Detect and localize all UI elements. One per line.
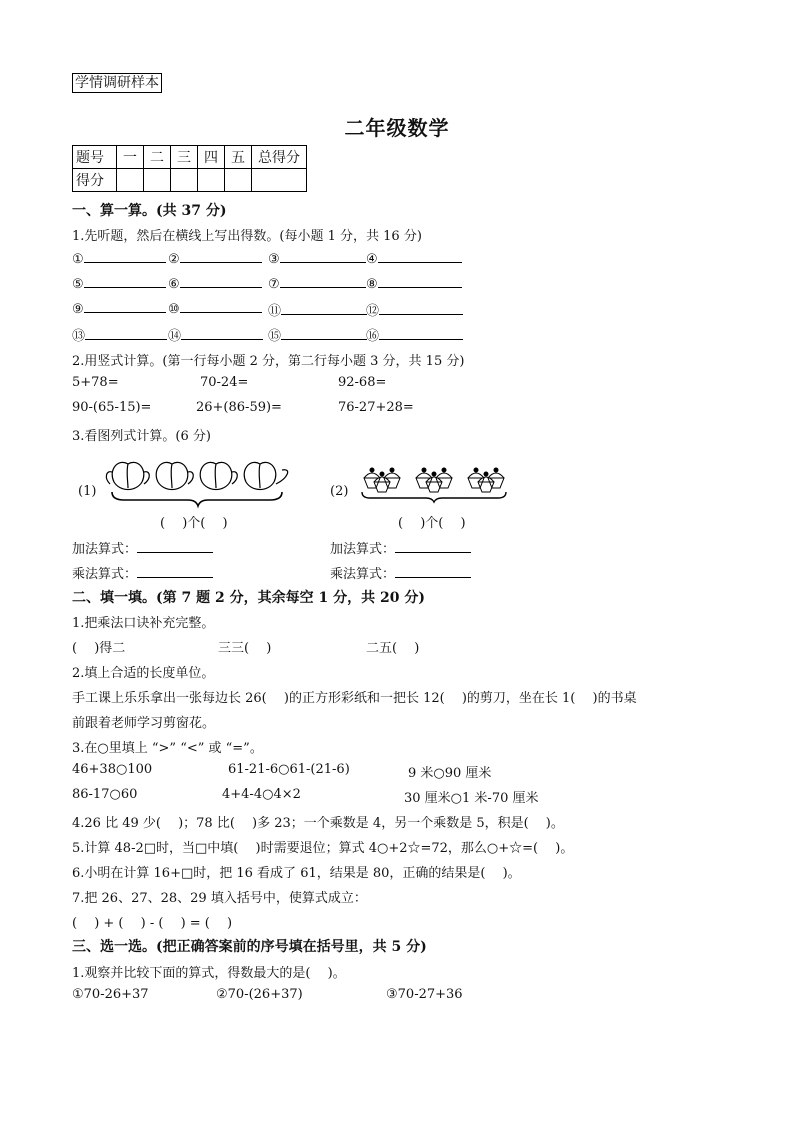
choice-option: ①70-26+37 bbox=[72, 987, 149, 1002]
fill-item: 二五( ) bbox=[366, 641, 420, 656]
choice-option: ②70-(26+37) bbox=[216, 987, 303, 1002]
answer-blank[interactable] bbox=[168, 300, 262, 317]
s2-q7-text: 7.把 26、27、28、29 填入括号中，使算式成立： bbox=[72, 891, 367, 906]
stamp-label: 学情调研样本 bbox=[72, 73, 162, 93]
blank-number: ⑪ bbox=[268, 304, 282, 319]
multiplication-label: 乘法算式： bbox=[330, 567, 396, 582]
blank-number: ⑫ bbox=[366, 304, 380, 319]
score-cell[interactable] bbox=[252, 169, 307, 192]
section-3-heading: 三、选一选。(把正确答案前的序号填在括号里，共 5 分) bbox=[72, 939, 427, 955]
score-table-score-row bbox=[73, 169, 307, 192]
blank-number: ① bbox=[72, 252, 84, 267]
score-cell[interactable] bbox=[117, 169, 144, 192]
blank-number: ⑭ bbox=[168, 329, 182, 344]
s1-q1-text: 1.先听题，然后在横线上写出得数。(每小题 1 分，共 16 分) bbox=[72, 229, 422, 244]
answer-blank[interactable] bbox=[72, 250, 166, 267]
peach-icon bbox=[200, 462, 237, 489]
answer-blank[interactable] bbox=[268, 325, 367, 344]
figure-1-caption: ( )个( ) bbox=[160, 516, 228, 531]
s2-q1-text: 1.把乘法口诀补充完整。 bbox=[72, 616, 215, 631]
calc-item: 70-24= bbox=[200, 375, 249, 390]
score-cell[interactable] bbox=[144, 169, 171, 192]
addition-label: 加法算式： bbox=[330, 542, 396, 557]
compare-item: 9 米○90 厘米 bbox=[408, 766, 492, 781]
choice-option: ③70-27+36 bbox=[386, 987, 463, 1002]
blank-number: ⑬ bbox=[72, 329, 86, 344]
figure-1-label: (1) bbox=[78, 484, 97, 499]
answer-blank[interactable] bbox=[268, 250, 366, 267]
answer-blank[interactable] bbox=[72, 325, 167, 344]
score-header-cell: 总得分 bbox=[252, 146, 307, 169]
blank-number: ⑮ bbox=[268, 329, 282, 344]
answer-blank[interactable] bbox=[268, 275, 366, 292]
calc-item: 76-27+28= bbox=[338, 400, 414, 415]
calc-item: 26+(86-59)= bbox=[196, 400, 282, 415]
s2-q5-text: 5.计算 48-2□时，当□中填( )时需要退位；算式 4○+2☆=72，那么○+☆=( )。 bbox=[72, 841, 574, 856]
peaches-picture bbox=[104, 452, 290, 508]
score-header-cell: 四 bbox=[198, 146, 225, 169]
answer-blank[interactable] bbox=[366, 325, 463, 344]
compare-item: 46+38○100 bbox=[72, 762, 153, 777]
cupcake-group-icon bbox=[468, 468, 504, 492]
page-title: 二年级数学 bbox=[344, 116, 450, 140]
s2-q7-formula: ( ) + ( ) - ( ) = ( ) bbox=[72, 916, 233, 931]
addition-formula-1[interactable] bbox=[72, 538, 213, 557]
s3-q1-text: 1.观察并比较下面的算式，得数最大的是( )。 bbox=[72, 966, 346, 981]
blank-number: ② bbox=[168, 252, 180, 267]
s1-q2-text: 2.用竖式计算。(第一行每小题 2 分，第二行每小题 3 分，共 15 分) bbox=[72, 354, 465, 369]
score-table-header-row bbox=[73, 146, 307, 169]
s2-q2-line1: 手工课上乐乐拿出一张每边长 26( )的正方形彩纸和一把长 12( )的剪刀，坐在长 1( )的书桌 bbox=[72, 691, 637, 706]
s2-q2-text: 2.填上合适的长度单位。 bbox=[72, 666, 215, 681]
blank-number: ④ bbox=[366, 252, 378, 267]
answer-blank[interactable] bbox=[168, 275, 262, 292]
blank-number: ③ bbox=[268, 252, 280, 267]
calc-item: 92-68= bbox=[338, 375, 387, 390]
answer-blank[interactable] bbox=[366, 250, 462, 267]
brace-icon bbox=[112, 492, 282, 506]
answer-blank[interactable] bbox=[72, 275, 166, 292]
multiplication-formula-1[interactable] bbox=[72, 563, 213, 582]
multiplication-label: 乘法算式： bbox=[72, 567, 138, 582]
blank-number: ⑤ bbox=[72, 277, 84, 292]
figure-2-caption: ( )个( ) bbox=[398, 516, 466, 531]
score-row-label: 得分 bbox=[73, 169, 117, 192]
blank-number: ⑯ bbox=[366, 329, 380, 344]
s2-q2-line2: 前跟着老师学习剪窗花。 bbox=[72, 716, 216, 731]
cupcake-group-icon bbox=[416, 468, 452, 492]
compare-item: 30 厘米○1 米-70 厘米 bbox=[404, 791, 539, 806]
s2-q4-text: 4.26 比 49 少( )；78 比( )多 23；一个乘数是 4，另一个乘数是 5，积是( )。 bbox=[72, 816, 564, 831]
brace-icon bbox=[362, 492, 506, 502]
score-cell[interactable] bbox=[198, 169, 225, 192]
peach-icon bbox=[156, 462, 193, 489]
addition-label: 加法算式： bbox=[72, 542, 138, 557]
peach-icon bbox=[106, 462, 149, 489]
blank-number: ⑦ bbox=[268, 277, 280, 292]
blank-number: ⑥ bbox=[168, 277, 180, 292]
score-header-cell: 五 bbox=[225, 146, 252, 169]
score-header-cell: 一 bbox=[117, 146, 144, 169]
fill-item: 三三( ) bbox=[218, 641, 272, 656]
s2-q6-text: 6.小明在计算 16+□时，把 16 看成了 61，结果是 80，正确的结果是( )。 bbox=[72, 866, 521, 881]
answer-blank[interactable] bbox=[268, 300, 367, 319]
answer-blank[interactable] bbox=[168, 250, 262, 267]
addition-formula-2[interactable] bbox=[330, 538, 471, 557]
calc-item: 90-(65-15)= bbox=[72, 400, 152, 415]
compare-item: 86-17○60 bbox=[72, 787, 138, 802]
blank-number: ⑧ bbox=[366, 277, 378, 292]
answer-blank[interactable] bbox=[168, 325, 263, 344]
cupcakes-picture bbox=[360, 458, 512, 502]
compare-item: 4+4-4○4×2 bbox=[222, 787, 301, 802]
answer-blank[interactable] bbox=[366, 300, 463, 319]
score-header-cell: 二 bbox=[144, 146, 171, 169]
score-cell[interactable] bbox=[171, 169, 198, 192]
peach-icon bbox=[244, 462, 287, 489]
score-header-cell: 题号 bbox=[73, 146, 117, 169]
s1-q3-text: 3.看图列式计算。(6 分) bbox=[72, 429, 211, 444]
s2-q3-text: 3.在○里填上 “>” “<” 或 “=”。 bbox=[72, 741, 263, 756]
score-cell[interactable] bbox=[225, 169, 252, 192]
figure-2-label: (2) bbox=[330, 484, 349, 499]
answer-blank[interactable] bbox=[72, 300, 166, 317]
score-table bbox=[72, 145, 307, 192]
section-1-heading: 一、算一算。(共 37 分) bbox=[72, 203, 227, 219]
blank-number: ⑨ bbox=[72, 302, 84, 317]
multiplication-formula-2[interactable] bbox=[330, 563, 471, 582]
compare-item: 61-21-6○61-(21-6) bbox=[228, 762, 350, 777]
calc-item: 5+78= bbox=[72, 375, 119, 390]
answer-blank[interactable] bbox=[366, 275, 462, 292]
cupcake-group-icon bbox=[364, 468, 400, 492]
fill-item: ( )得二 bbox=[72, 641, 126, 656]
blank-number: ⑩ bbox=[168, 302, 180, 317]
section-2-heading: 二、填一填。(第 7 题 2 分，其余每空 1 分，共 20 分) bbox=[72, 590, 425, 606]
score-header-cell: 三 bbox=[171, 146, 198, 169]
